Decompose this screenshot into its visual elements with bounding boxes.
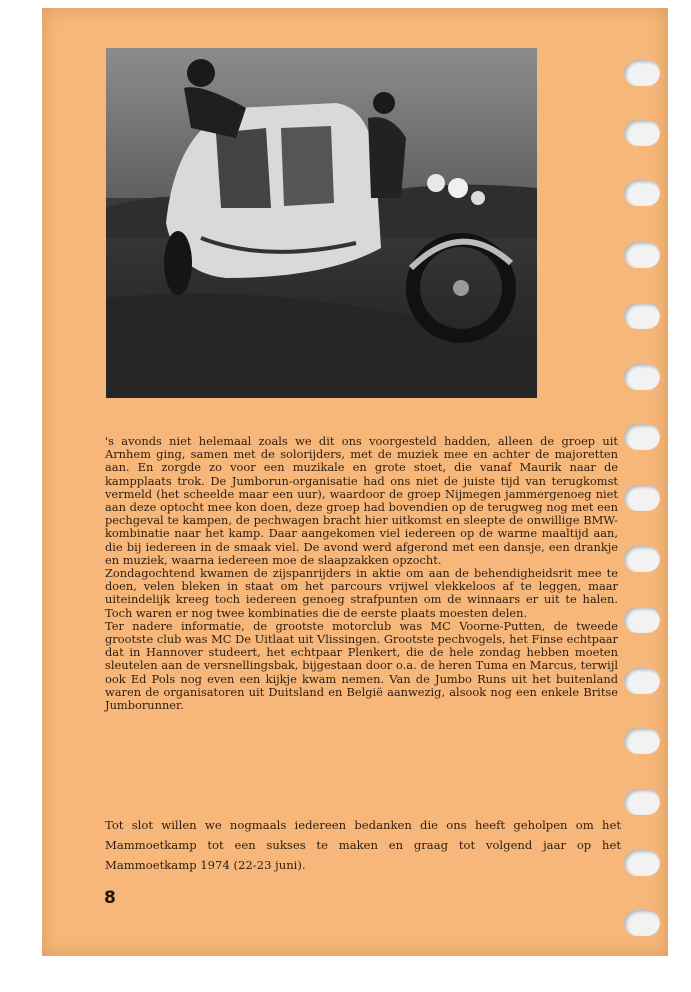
punch-hole — [624, 180, 660, 206]
closing-paragraph: Tot slot willen we nogmaals iedereen bedanken die ons heeft geholpen om het Mammoetkamp tot een sukses te maken en graag tot volgend jaar op het Mammoetkamp 1974 (22-23 juni). — [105, 818, 621, 872]
punch-hole — [624, 303, 660, 329]
photo-motorcycle-sidecar-icon — [106, 48, 537, 398]
punch-hole — [624, 728, 660, 754]
punch-hole — [624, 60, 660, 86]
punch-hole — [624, 668, 660, 694]
punch-hole — [624, 850, 660, 876]
punch-hole — [624, 424, 660, 450]
punch-hole — [624, 910, 660, 936]
punch-hole — [624, 120, 660, 146]
article-body — [105, 435, 618, 712]
punch-hole — [624, 364, 660, 390]
paragraph: Ter nadere informatie, de grootste motorclub was MC Voorne-Putten, de tweede grootste club was MC De Uitlaat uit Vlissingen. Grootste pechvogels, het Finse echtpaar dat in Hannover studeert, het echtpaar Plenkert, die de hele zondag hebben moeten sleutelen aan de versnellingsbak, bijgestaan door o.a. de heren Tuma en Marcus, terwijl ook Ed Pols nog even een kijkje kwam nemen. Van de Jumbo Runs uit het buitenland waren de organisatoren uit Duitsland en België aanwezig, alsook nog een enkele Britse Jumborunner. — [105, 618, 618, 713]
paragraph: Zondagochtend kwamen de zijspanrijders in aktie om aan de behendigheidsrit mee te doen, velen bleken in staat om het parcours vrijwel vlekkeloos af te leggen, maar uiteindelijk kreeg toch iedereen genoeg strafpunten om de winnaars er uit te halen. Toch waren er nog twee kombinaties die de eerste plaats moesten delen. — [105, 566, 618, 620]
motorcycle-sidecar-photo — [106, 48, 537, 398]
punch-hole — [624, 607, 660, 633]
paragraph: 's avonds niet helemaal zoals we dit ons voorgesteld hadden, alleen de groep uit Arnhem ging, samen met de solorijders, met de muziek mee en achter de majoretten aan. En zorgde zo voor een muzikale en grote stoet, die vanaf Maurik naar de kampplaats trok. De Jumborun-organisatie had ons niet de juiste tijd van terugkomst vermeld (het scheelde maar een uur), waardoor de groep Nijmegen jammergenoeg niet aan deze optocht mee kon doen, deze groep had bovendien op de terugweg nog met een pechgeval te kampen, de pechwagen bracht hier uitkomst en sleepte de onwillige BMW-kombinatie naar het kamp. Daar aangekomen viel iedereen op de warme maaltijd aan, die bij iedereen in de smaak viel. De avond werd afgerond met een dansje, een drankje en muziek, waarna iedereen moe de slaapzakken opzocht. — [105, 434, 618, 567]
booklet-page — [42, 8, 668, 956]
punch-hole — [624, 242, 660, 268]
punch-hole — [624, 789, 660, 815]
punch-hole — [624, 546, 660, 572]
page-number: 8 — [104, 888, 116, 908]
punch-hole — [624, 485, 660, 511]
